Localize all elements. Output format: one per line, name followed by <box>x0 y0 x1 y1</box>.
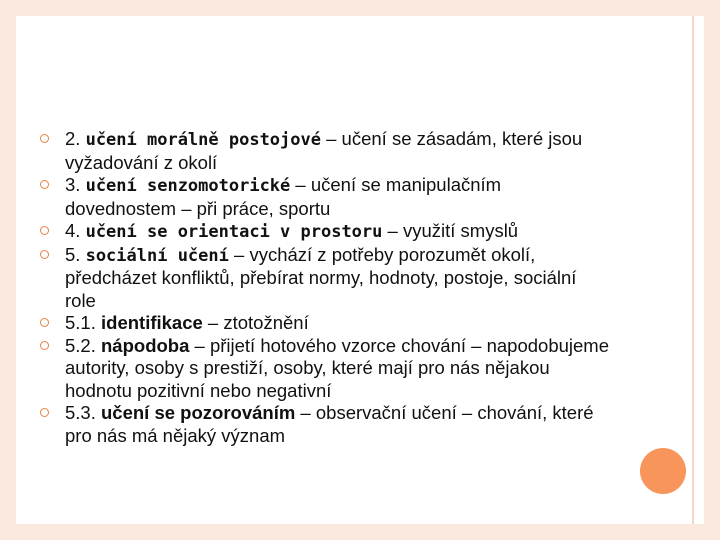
right-divider <box>692 16 694 524</box>
item-term: identifikace <box>101 312 203 333</box>
item-number: 3. <box>65 174 81 195</box>
item-text: – využití smyslů <box>382 220 519 241</box>
item-text: – observační učení – chování, které pro nás má nějaký význam <box>65 402 594 446</box>
circle-bullet-icon <box>40 318 49 327</box>
item-text: – učení se manipulačním dovednostem – při práce, sportu <box>65 174 502 219</box>
item-term: učení morálně postojové <box>85 130 321 150</box>
item-number: 4. <box>65 220 81 241</box>
item-number: 5. <box>65 243 81 265</box>
item-term: učení senzomotorické <box>85 176 291 196</box>
item-term: učení se pozorováním <box>101 402 296 423</box>
list-item <box>40 335 610 403</box>
circle-bullet-icon <box>40 250 49 259</box>
circle-bullet-icon <box>40 341 49 350</box>
item-number: 5.2. <box>65 334 96 356</box>
bullet-list <box>40 128 610 447</box>
item-term: sociální učení <box>85 245 229 266</box>
list-item <box>40 312 610 335</box>
item-term: učení se orientaci v prostoru <box>85 222 383 242</box>
item-text: – vychází z potřeby porozumět okolí, předcházet konfliktů, přebírat normy, hodnoty, postoje, sociální role <box>65 243 577 311</box>
circle-bullet-icon <box>40 408 49 417</box>
list-item <box>40 402 610 447</box>
item-term: nápodoba <box>101 334 190 356</box>
accent-circle <box>640 448 686 494</box>
circle-bullet-icon <box>40 180 49 189</box>
item-text: – učení se zásadám, které jsou vyžadování z okolí <box>65 128 583 173</box>
item-number: 5.1. <box>65 312 96 333</box>
list-item <box>40 128 610 174</box>
item-text: – přijetí hotového vzorce chování – napodobujeme autority, osoby s prestiží, osoby, které mají pro nás nějakou hodnotu pozitivní nebo negativní <box>65 334 610 401</box>
circle-bullet-icon <box>40 226 49 235</box>
list-item <box>40 174 610 220</box>
list-item <box>40 220 610 244</box>
item-number: 2. <box>65 128 81 149</box>
circle-bullet-icon <box>40 134 49 143</box>
item-text: – ztotožnění <box>202 312 309 333</box>
item-number: 5.3. <box>65 402 96 423</box>
list-item <box>40 244 610 313</box>
